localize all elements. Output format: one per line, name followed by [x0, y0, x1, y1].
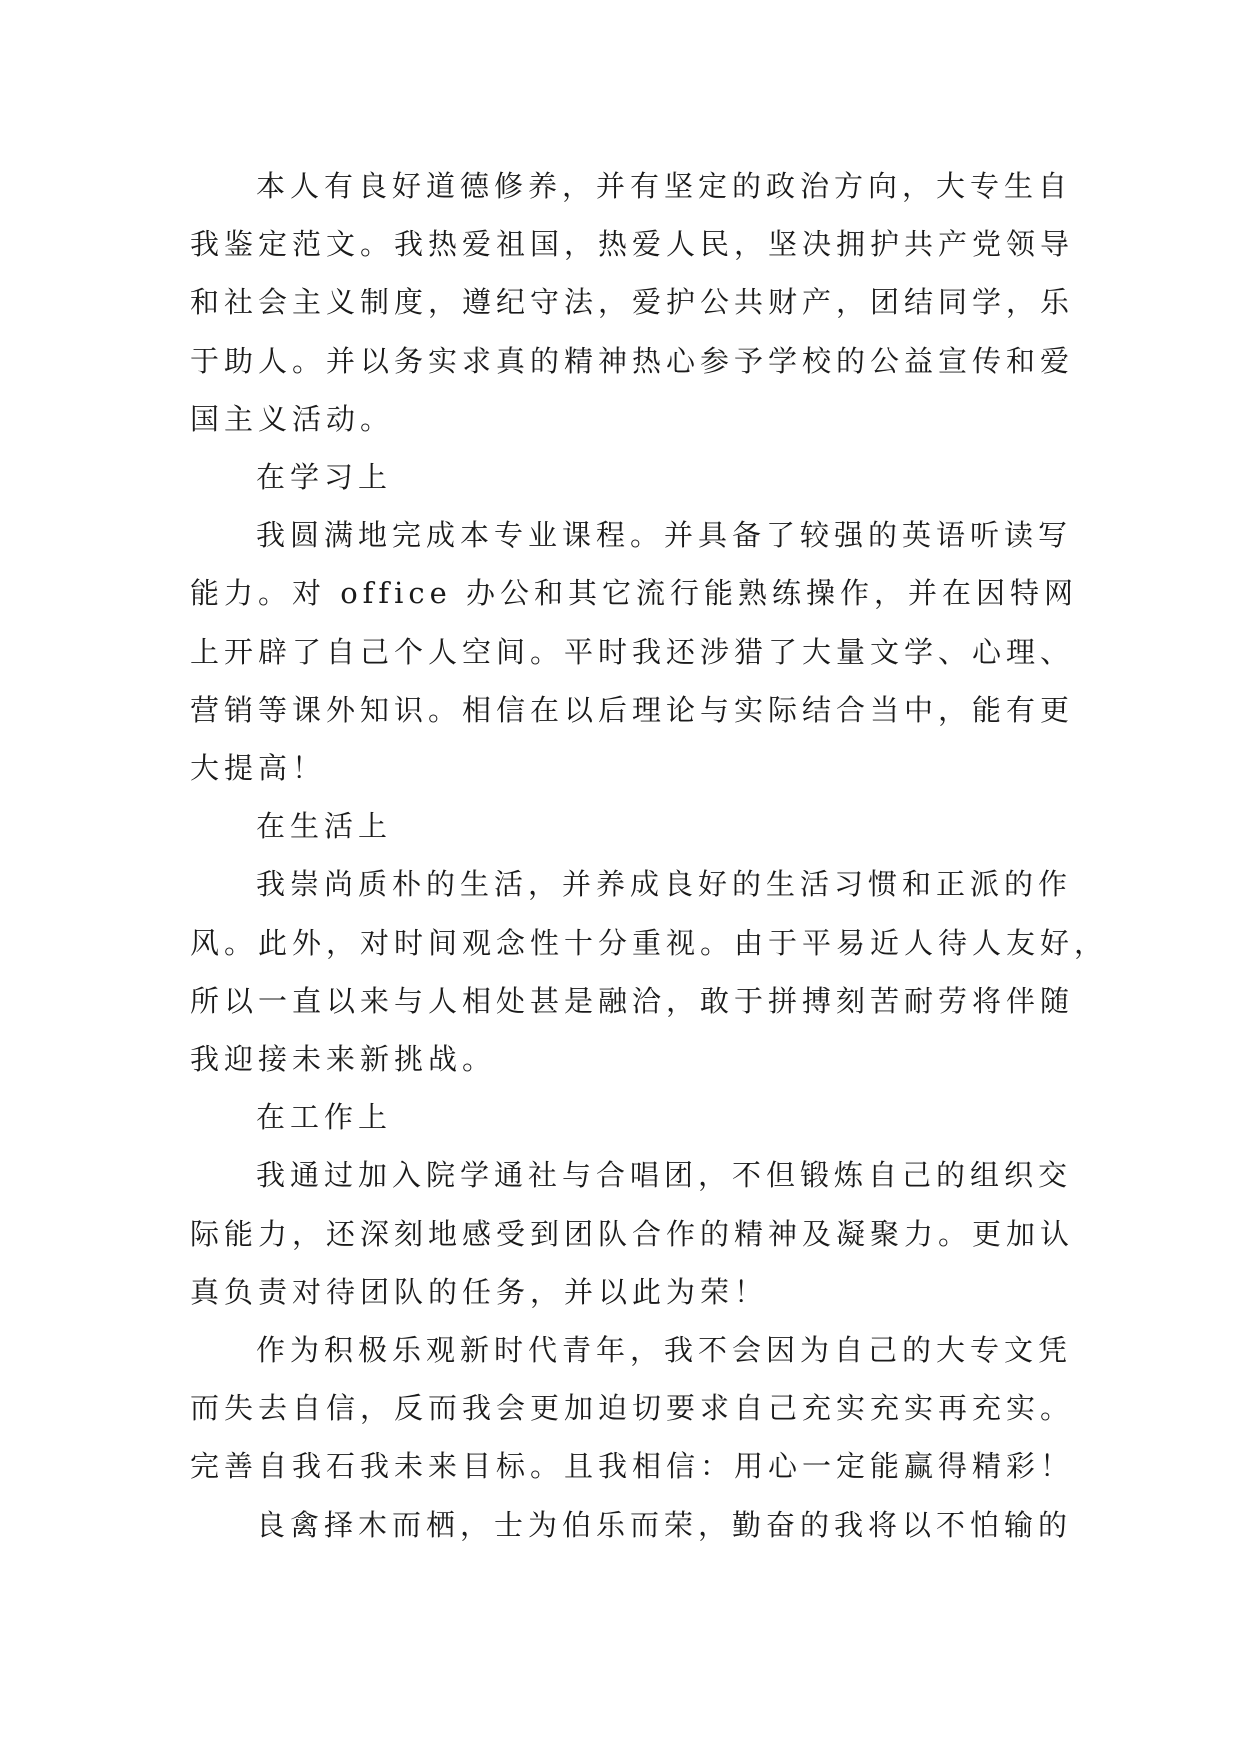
- text-line: 营销等课外知识。相信在以后理论与实际结合当中，能有更: [190, 692, 1075, 727]
- text-line: 上开辟了自己个人空间。平时我还涉猎了大量文学、心理、: [190, 634, 1075, 669]
- paragraph: [190, 1146, 1075, 1321]
- text-line: 本人有良好道德修养，并有坚定的政治方向，大专生自: [256, 169, 1073, 203]
- text-line: 我鉴定范文。我热爱祖国，热爱人民，坚决拥护共产党领导: [190, 227, 1075, 262]
- paragraph: [190, 157, 1075, 448]
- text-line: 而失去自信，反而我会更加迫切要求自己充实充实再充实。: [190, 1391, 1075, 1426]
- paragraph: [190, 855, 1109, 1088]
- text-line: 际能力，还深刻地感受到团队合作的精神及凝聚力。更加认: [190, 1216, 1075, 1251]
- text-line: 在工作上: [256, 1100, 393, 1135]
- text-line: 真负责对待团队的任务，并以此为荣！: [190, 1274, 769, 1309]
- text-line: 我迎接未来新挑战。: [190, 1042, 497, 1077]
- text-line: 我圆满地完成本专业课程。并具备了较强的英语听读写: [256, 518, 1073, 553]
- text-line: 在学习上: [256, 460, 393, 495]
- text-line: 于助人。并以务实求真的精神热心参予学校的公益宣传和爱: [190, 343, 1075, 378]
- document-body: [190, 157, 1109, 1554]
- text-line: 完善自我石我未来目标。且我相信：用心一定能赢得精彩！: [190, 1449, 1075, 1484]
- text-line: 我通过加入院学通社与合唱团，不但锻炼自己的组织交: [256, 1158, 1073, 1193]
- text-line: 在生活上: [256, 809, 393, 844]
- paragraph: [190, 1088, 1065, 1146]
- paragraph: [190, 1496, 1073, 1554]
- paragraph: [190, 797, 1065, 855]
- text-line: 能力。对 office 办公和其它流行能熟练操作，并在因特网: [190, 576, 1079, 611]
- paragraph: [190, 1321, 1075, 1496]
- paragraph: [190, 506, 1079, 797]
- text-line: 我崇尚质朴的生活，并养成良好的生活习惯和正派的作: [256, 867, 1073, 902]
- text-line: 大提高！: [190, 751, 327, 786]
- text-line: 良禽择木而栖，士为伯乐而荣，勤奋的我将以不怕输的: [256, 1507, 1073, 1542]
- paragraph: [190, 448, 1065, 506]
- text-line: 作为积极乐观新时代青年，我不会因为自己的大专文凭: [256, 1333, 1073, 1368]
- text-line: 所以一直以来与人相处甚是融洽，敢于拼搏刻苦耐劳将伴随: [190, 983, 1075, 1018]
- text-line: 国主义活动。: [190, 401, 395, 436]
- text-line: 风。此外，对时间观念性十分重视。由于平易近人待人友好，: [190, 925, 1109, 960]
- text-line: 和社会主义制度，遵纪守法，爱护公共财产，团结同学，乐: [190, 285, 1075, 320]
